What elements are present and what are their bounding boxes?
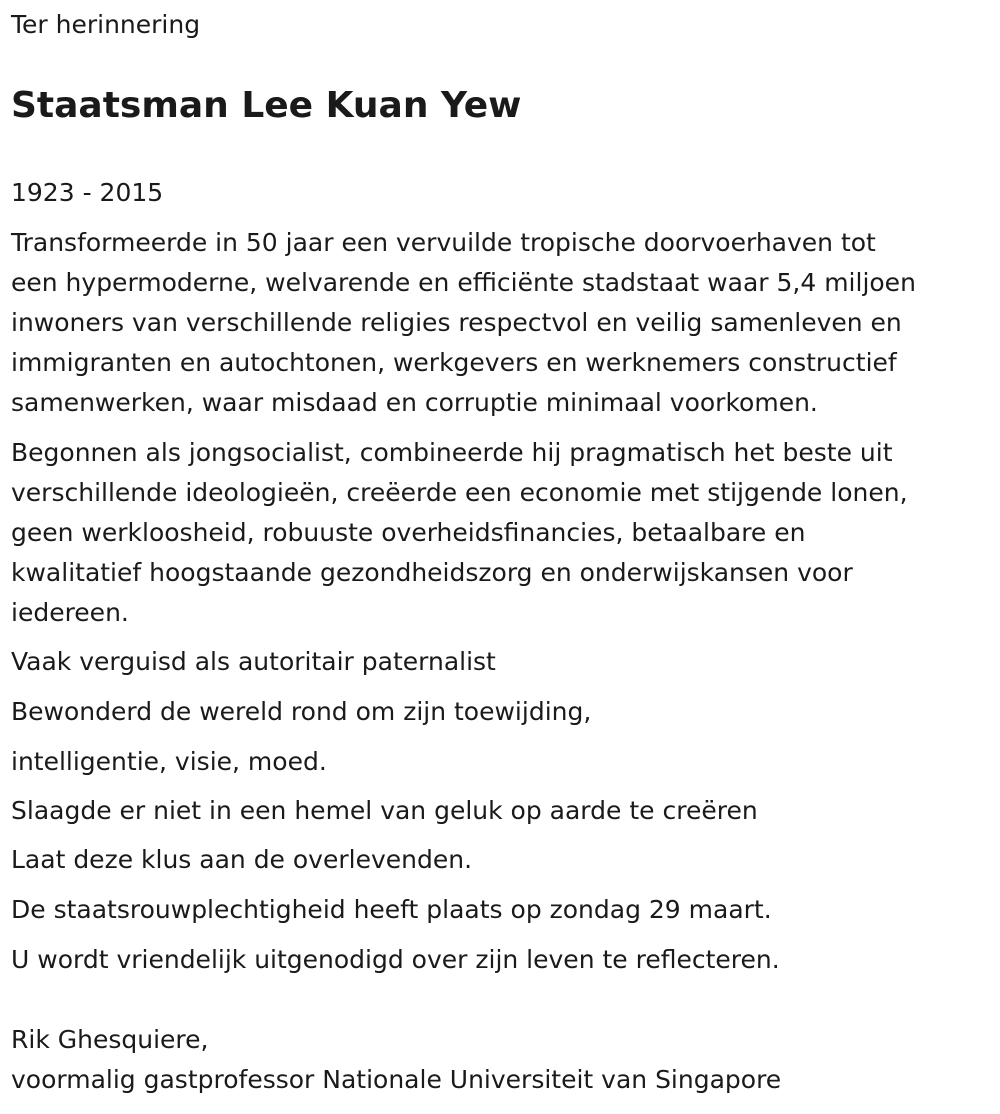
paragraph-1-line: Transformeerde in 50 jaar een vervuilde tropische doorvoerhaven tot (11, 228, 876, 257)
statement-line: U wordt vriendelijk uitgenodigd over zijn leven te reflecteren. (11, 945, 780, 974)
statement-line: Bewonderd de wereld rond om zijn toewijding, (11, 697, 592, 726)
signature-role: voormalig gastprofessor Nationale Universiteit van Singapore (11, 1065, 782, 1094)
paragraph-1 (11, 223, 996, 423)
paragraph-1-line: immigranten en autochtonen, werkgevers en werknemers constructief (11, 348, 897, 377)
paragraph-2-line: Begonnen als jongsocialist, combineerde hij pragmatisch het beste uit (11, 438, 893, 467)
page-title: Staatsman Lee Kuan Yew (11, 85, 522, 126)
paragraph-2 (11, 433, 996, 633)
paragraph-2-line: geen werkloosheid, robuuste overheidsfinancies, betaalbare en (11, 518, 806, 547)
paragraph-2-line: kwalitatief hoogstaande gezondheidszorg en onderwijskansen voor (11, 558, 853, 587)
statement-line: De staatsrouwplechtigheid heeft plaats op zondag 29 maart. (11, 895, 772, 924)
kicker-text: Ter herinnering (11, 10, 201, 39)
signature-name: Rik Ghesquiere, (11, 1025, 209, 1054)
paragraph-2-line: verschillende ideologieën, creëerde een economie met stijgende lonen, (11, 478, 908, 507)
paragraph-2-line: iedereen. (11, 598, 129, 627)
statement-line: intelligentie, visie, moed. (11, 747, 327, 776)
statement-line: Vaak verguisd als autoritair paternalist (11, 647, 496, 676)
life-dates: 1923 - 2015 (11, 178, 164, 207)
statement-line: Laat deze klus aan de overlevenden. (11, 845, 473, 874)
paragraph-1-line: samenwerken, waar misdaad en corruptie minimaal voorkomen. (11, 388, 818, 417)
paragraph-1-line: inwoners van verschillende religies respectvol en veilig samenleven en (11, 308, 902, 337)
paragraph-1-line: een hypermoderne, welvarende en efficiënte stadstaat waar 5,4 miljoen (11, 268, 916, 297)
statement-line: Slaagde er niet in een hemel van geluk op aarde te creëren (11, 796, 758, 825)
